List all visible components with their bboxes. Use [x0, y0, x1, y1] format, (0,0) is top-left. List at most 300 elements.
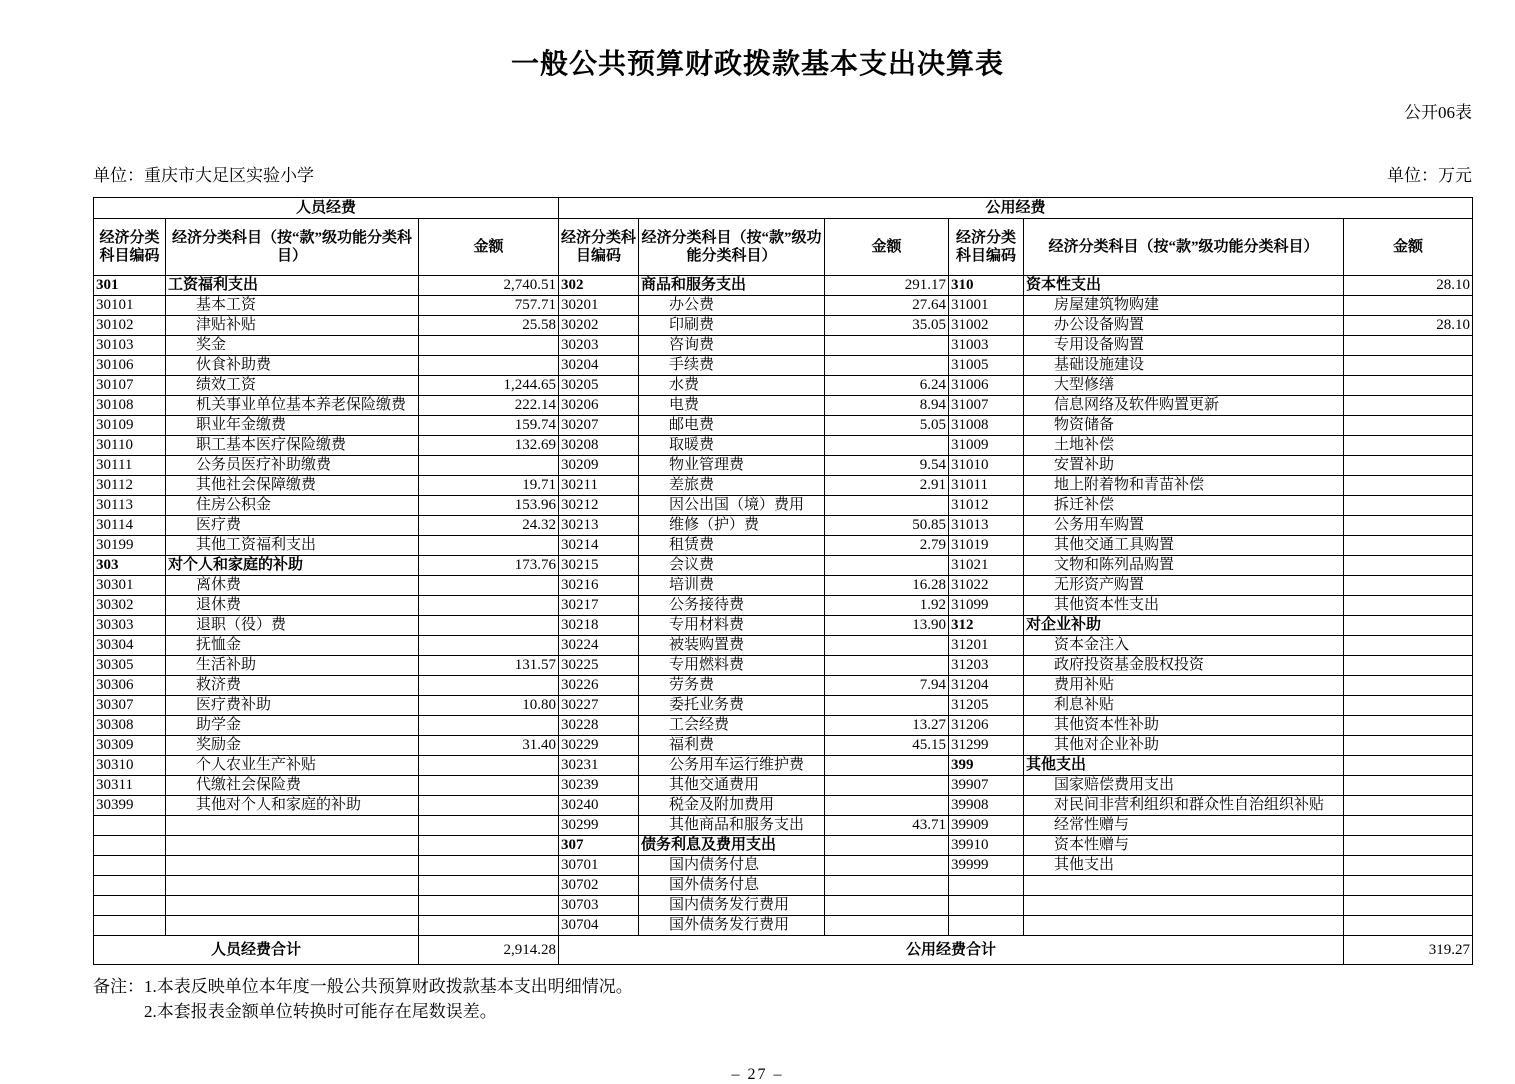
code-cell: 31011 [949, 476, 1024, 496]
subject-cell [166, 896, 419, 916]
code-cell: 30703 [559, 896, 639, 916]
code-cell: 312 [949, 616, 1024, 636]
amount-cell: 24.32 [419, 516, 559, 536]
table-row [94, 636, 1473, 656]
amount-cell [825, 796, 949, 816]
unit-row [93, 161, 1472, 186]
amount-cell: 291.17 [825, 276, 949, 296]
subject-cell: 物业管理费 [639, 456, 825, 476]
subject-cell: 国内债务付息 [639, 856, 825, 876]
code-cell: 30704 [559, 916, 639, 936]
subject-cell: 委托业务费 [639, 696, 825, 716]
code-cell: 30106 [94, 356, 166, 376]
code-cell: 31013 [949, 516, 1024, 536]
amount-cell [1344, 676, 1473, 696]
amount-cell [825, 636, 949, 656]
amount-cell: 2,740.51 [419, 276, 559, 296]
amount-cell: 131.57 [419, 656, 559, 676]
subject-cell: 水费 [639, 376, 825, 396]
subject-cell [1024, 876, 1344, 896]
amount-cell: 28.10 [1344, 276, 1473, 296]
subject-cell [166, 916, 419, 936]
amount-cell [825, 696, 949, 716]
column-header-row [94, 219, 1473, 276]
subject-cell: 因公出国（境）费用 [639, 496, 825, 516]
code-cell [949, 896, 1024, 916]
note-line-2: 2.本套报表金额单位转换时可能存在尾数误差。 [144, 1002, 497, 1021]
subject-cell: 专用燃料费 [639, 656, 825, 676]
amount-cell [1344, 296, 1473, 316]
page-number: – 27 – [731, 1066, 784, 1083]
amount-cell: 1,244.65 [419, 376, 559, 396]
amount-cell [419, 756, 559, 776]
subject-cell: 差旅费 [639, 476, 825, 496]
amount-cell [1344, 616, 1473, 636]
col-header-subject-3: 经济分类科目（按“款”级功能分类科目） [1024, 219, 1344, 276]
subject-cell: 安置补助 [1024, 456, 1344, 476]
subject-cell: 物资储备 [1024, 416, 1344, 436]
table-row [94, 616, 1473, 636]
amount-cell [825, 556, 949, 576]
table-row [94, 676, 1473, 696]
code-cell: 30240 [559, 796, 639, 816]
amount-cell [1344, 536, 1473, 556]
code-cell: 301 [94, 276, 166, 296]
subject-cell [1024, 896, 1344, 916]
subject-cell: 国内债务发行费用 [639, 896, 825, 916]
subject-cell: 基本工资 [166, 296, 419, 316]
code-cell: 30302 [94, 596, 166, 616]
code-cell: 31008 [949, 416, 1024, 436]
amount-cell [419, 856, 559, 876]
subject-cell: 退休费 [166, 596, 419, 616]
subject-cell: 福利费 [639, 736, 825, 756]
code-cell: 30228 [559, 716, 639, 736]
subject-cell: 公务用车购置 [1024, 516, 1344, 536]
subject-cell: 电费 [639, 396, 825, 416]
code-cell: 30212 [559, 496, 639, 516]
personnel-total-label: 人员经费合计 [94, 936, 419, 965]
code-cell: 30204 [559, 356, 639, 376]
code-cell: 39999 [949, 856, 1024, 876]
table-row [94, 696, 1473, 716]
amount-cell: 27.64 [825, 296, 949, 316]
code-cell: 30203 [559, 336, 639, 356]
table-row [94, 376, 1473, 396]
amount-cell [1344, 456, 1473, 476]
table-row [94, 836, 1473, 856]
subject-cell: 其他社会保障缴费 [166, 476, 419, 496]
group-header-row [94, 198, 1473, 219]
code-cell: 30399 [94, 796, 166, 816]
table-row [94, 476, 1473, 496]
code-cell: 31204 [949, 676, 1024, 696]
code-cell: 31006 [949, 376, 1024, 396]
table-row [94, 736, 1473, 756]
amount-cell: 6.24 [825, 376, 949, 396]
code-cell: 30301 [94, 576, 166, 596]
code-cell [94, 916, 166, 936]
public-total-amount: 319.27 [1344, 936, 1473, 965]
amount-cell: 43.71 [825, 816, 949, 836]
code-cell: 31001 [949, 296, 1024, 316]
subject-cell: 公务接待费 [639, 596, 825, 616]
subject-cell: 取暖费 [639, 436, 825, 456]
amount-cell [825, 436, 949, 456]
code-cell: 30209 [559, 456, 639, 476]
code-cell: 30214 [559, 536, 639, 556]
amount-cell [419, 596, 559, 616]
code-cell: 30701 [559, 856, 639, 876]
amount-cell [419, 676, 559, 696]
col-header-subject-2: 经济分类科目（按“款”级功能分类科目） [639, 219, 825, 276]
subject-cell: 绩效工资 [166, 376, 419, 396]
subject-cell: 国外债务发行费用 [639, 916, 825, 936]
table-row [94, 896, 1473, 916]
subject-cell: 咨询费 [639, 336, 825, 356]
col-header-subject-1: 经济分类科目（按“款”级功能分类科目） [166, 219, 419, 276]
code-cell: 31007 [949, 396, 1024, 416]
group-header-public: 公用经费 [559, 198, 1473, 219]
code-cell: 30103 [94, 336, 166, 356]
subject-cell: 其他对个人和家庭的补助 [166, 796, 419, 816]
amount-cell [419, 536, 559, 556]
amount-cell [1344, 856, 1473, 876]
subject-cell: 伙食补助费 [166, 356, 419, 376]
subject-cell: 经常性赠与 [1024, 816, 1344, 836]
subject-cell: 公务员医疗补助缴费 [166, 456, 419, 476]
totals-row [94, 936, 1473, 965]
code-cell: 30113 [94, 496, 166, 516]
code-cell: 31002 [949, 316, 1024, 336]
subject-cell: 机关事业单位基本养老保险缴费 [166, 396, 419, 416]
amount-cell [419, 796, 559, 816]
amount-cell: 19.71 [419, 476, 559, 496]
table-row [94, 356, 1473, 376]
code-cell: 30231 [559, 756, 639, 776]
code-cell: 30308 [94, 716, 166, 736]
code-cell: 31205 [949, 696, 1024, 716]
subject-cell: 其他交通费用 [639, 776, 825, 796]
col-header-code-3: 经济分类科目编码 [949, 219, 1024, 276]
amount-cell [419, 636, 559, 656]
subject-cell: 职工基本医疗保险缴费 [166, 436, 419, 456]
amount-cell [1344, 916, 1473, 936]
form-number-label: 公开06表 [1404, 103, 1472, 122]
subject-cell: 助学金 [166, 716, 419, 736]
subject-cell: 个人农业生产补贴 [166, 756, 419, 776]
table-row [94, 856, 1473, 876]
table-row [94, 916, 1473, 936]
subject-cell: 税金及附加费用 [639, 796, 825, 816]
table-row [94, 556, 1473, 576]
subject-cell: 无形资产购置 [1024, 576, 1344, 596]
notes-body [144, 974, 633, 1024]
amount-cell [1344, 716, 1473, 736]
amount-cell [419, 576, 559, 596]
subject-cell: 其他对企业补助 [1024, 736, 1344, 756]
amount-cell: 25.58 [419, 316, 559, 336]
code-cell: 30306 [94, 676, 166, 696]
table-body [94, 276, 1473, 936]
code-cell: 39907 [949, 776, 1024, 796]
code-cell: 30207 [559, 416, 639, 436]
code-cell: 31022 [949, 576, 1024, 596]
table-row [94, 396, 1473, 416]
amount-cell [825, 496, 949, 516]
subject-cell: 债务利息及费用支出 [639, 836, 825, 856]
page-title: 一般公共预算财政拨款基本支出决算表 [510, 49, 1004, 80]
subject-cell: 对企业补助 [1024, 616, 1344, 636]
subject-cell: 费用补贴 [1024, 676, 1344, 696]
code-cell [94, 896, 166, 916]
amount-cell [419, 616, 559, 636]
col-header-code-2: 经济分类科目编码 [559, 219, 639, 276]
amount-cell: 31.40 [419, 736, 559, 756]
subject-cell: 津贴补贴 [166, 316, 419, 336]
subject-cell: 邮电费 [639, 416, 825, 436]
subject-cell: 维修（护）费 [639, 516, 825, 536]
code-cell: 303 [94, 556, 166, 576]
code-cell: 31012 [949, 496, 1024, 516]
subject-cell: 培训费 [639, 576, 825, 596]
code-cell: 30202 [559, 316, 639, 336]
subject-cell [166, 876, 419, 896]
note-line-1: 1.本表反映单位本年度一般公共预算财政拨款基本支出明细情况。 [144, 977, 633, 996]
code-cell [94, 876, 166, 896]
subject-cell: 地上附着物和青苗补偿 [1024, 476, 1344, 496]
amount-cell [419, 336, 559, 356]
amount-cell [1344, 596, 1473, 616]
amount-cell: 5.05 [825, 416, 949, 436]
subject-cell [1024, 916, 1344, 936]
code-cell: 30201 [559, 296, 639, 316]
code-cell: 30311 [94, 776, 166, 796]
subject-cell: 拆迁补偿 [1024, 496, 1344, 516]
code-cell: 30307 [94, 696, 166, 716]
subject-cell: 住房公积金 [166, 496, 419, 516]
amount-cell [1344, 376, 1473, 396]
amount-cell [1344, 636, 1473, 656]
subject-cell: 资本金注入 [1024, 636, 1344, 656]
table-row [94, 316, 1473, 336]
subject-cell: 房屋建筑物购建 [1024, 296, 1344, 316]
subject-cell: 资本性赠与 [1024, 836, 1344, 856]
subject-cell: 大型修缮 [1024, 376, 1344, 396]
amount-cell [419, 896, 559, 916]
subject-cell: 其他交通工具购置 [1024, 536, 1344, 556]
amount-cell [1344, 776, 1473, 796]
amount-cell [1344, 436, 1473, 456]
amount-cell: 2.91 [825, 476, 949, 496]
table-row [94, 776, 1473, 796]
subject-cell: 租赁费 [639, 536, 825, 556]
amount-cell [419, 816, 559, 836]
amount-cell [1344, 516, 1473, 536]
subject-cell: 资本性支出 [1024, 276, 1344, 296]
unit-name-label: 单位：重庆市大足区实验小学 [93, 166, 314, 185]
code-cell: 30310 [94, 756, 166, 776]
subject-cell: 职业年金缴费 [166, 416, 419, 436]
amount-cell [1344, 796, 1473, 816]
amount-cell: 13.27 [825, 716, 949, 736]
amount-cell [1344, 696, 1473, 716]
subject-cell: 对民间非营利组织和群众性自治组织补贴 [1024, 796, 1344, 816]
amount-cell [1344, 416, 1473, 436]
col-header-code-1: 经济分类科目编码 [94, 219, 166, 276]
amount-cell [1344, 576, 1473, 596]
subject-cell: 被装购置费 [639, 636, 825, 656]
table-row [94, 416, 1473, 436]
amount-cell: 1.92 [825, 596, 949, 616]
subject-cell: 利息补贴 [1024, 696, 1344, 716]
notes-prefix: 备注： [93, 977, 144, 996]
amount-cell: 16.28 [825, 576, 949, 596]
code-cell: 30208 [559, 436, 639, 456]
amount-cell [1344, 836, 1473, 856]
amount-cell [1344, 656, 1473, 676]
code-cell: 30102 [94, 316, 166, 336]
subject-cell: 国外债务付息 [639, 876, 825, 896]
table-row [94, 596, 1473, 616]
amount-cell: 173.76 [419, 556, 559, 576]
code-cell [94, 836, 166, 856]
subject-cell: 政府投资基金股权投资 [1024, 656, 1344, 676]
subject-cell [166, 836, 419, 856]
amount-cell [825, 776, 949, 796]
code-cell: 39909 [949, 816, 1024, 836]
subject-cell: 其他商品和服务支出 [639, 816, 825, 836]
subject-cell: 基础设施建设 [1024, 356, 1344, 376]
amount-cell [825, 876, 949, 896]
amount-cell: 132.69 [419, 436, 559, 456]
amount-cell: 10.80 [419, 696, 559, 716]
subject-cell: 其他工资福利支出 [166, 536, 419, 556]
code-cell: 30303 [94, 616, 166, 636]
subject-cell: 离休费 [166, 576, 419, 596]
group-header-personnel: 人员经费 [94, 198, 559, 219]
amount-cell: 2.79 [825, 536, 949, 556]
amount-cell: 757.71 [419, 296, 559, 316]
amount-cell [1344, 556, 1473, 576]
code-cell: 30217 [559, 596, 639, 616]
subject-cell: 手续费 [639, 356, 825, 376]
subject-cell: 信息网络及软件购置更新 [1024, 396, 1344, 416]
table-row [94, 536, 1473, 556]
personnel-total-amount: 2,914.28 [419, 936, 559, 965]
subject-cell [166, 856, 419, 876]
subject-cell: 专用材料费 [639, 616, 825, 636]
amount-cell: 159.74 [419, 416, 559, 436]
subject-cell: 商品和服务支出 [639, 276, 825, 296]
amount-cell [419, 356, 559, 376]
table-row [94, 576, 1473, 596]
amount-cell [1344, 756, 1473, 776]
table-row [94, 296, 1473, 316]
col-header-amount-2: 金额 [825, 219, 949, 276]
subject-cell: 奖金 [166, 336, 419, 356]
code-cell: 30229 [559, 736, 639, 756]
subject-cell: 工会经费 [639, 716, 825, 736]
code-cell: 399 [949, 756, 1024, 776]
subject-cell: 代缴社会保险费 [166, 776, 419, 796]
table-row [94, 436, 1473, 456]
code-cell: 30218 [559, 616, 639, 636]
code-cell: 30205 [559, 376, 639, 396]
code-cell: 30226 [559, 676, 639, 696]
code-cell: 30299 [559, 816, 639, 836]
amount-cell: 153.96 [419, 496, 559, 516]
amount-cell [419, 716, 559, 736]
amount-cell [1344, 736, 1473, 756]
amount-cell [825, 336, 949, 356]
subject-cell: 国家赔偿费用支出 [1024, 776, 1344, 796]
amount-cell [419, 836, 559, 856]
code-cell: 31019 [949, 536, 1024, 556]
subject-cell: 其他支出 [1024, 756, 1344, 776]
code-cell: 39908 [949, 796, 1024, 816]
table-row [94, 496, 1473, 516]
code-cell: 30239 [559, 776, 639, 796]
subject-cell: 印刷费 [639, 316, 825, 336]
table-row [94, 796, 1473, 816]
subject-cell: 退职（役）费 [166, 616, 419, 636]
amount-cell [1344, 816, 1473, 836]
table-row [94, 276, 1473, 296]
currency-unit-label: 单位：万元 [1387, 166, 1472, 185]
subject-cell: 医疗费补助 [166, 696, 419, 716]
code-cell: 30111 [94, 456, 166, 476]
code-cell: 30211 [559, 476, 639, 496]
code-cell: 30304 [94, 636, 166, 656]
table-row [94, 816, 1473, 836]
amount-cell [1344, 476, 1473, 496]
table-row [94, 756, 1473, 776]
code-cell: 31099 [949, 596, 1024, 616]
subject-cell: 公务用车运行维护费 [639, 756, 825, 776]
subject-cell: 奖励金 [166, 736, 419, 756]
code-cell: 39910 [949, 836, 1024, 856]
amount-cell [825, 836, 949, 856]
amount-cell [825, 916, 949, 936]
code-cell: 30225 [559, 656, 639, 676]
subject-cell [166, 816, 419, 836]
amount-cell: 35.05 [825, 316, 949, 336]
subject-cell: 土地补偿 [1024, 436, 1344, 456]
code-cell: 31003 [949, 336, 1024, 356]
subject-cell: 其他支出 [1024, 856, 1344, 876]
subject-cell: 文物和陈列品购置 [1024, 556, 1344, 576]
table-row [94, 336, 1473, 356]
code-cell: 30206 [559, 396, 639, 416]
code-cell: 30216 [559, 576, 639, 596]
code-cell: 30224 [559, 636, 639, 656]
table-row [94, 456, 1473, 476]
code-cell: 30227 [559, 696, 639, 716]
amount-cell: 28.10 [1344, 316, 1473, 336]
code-cell: 310 [949, 276, 1024, 296]
notes [93, 974, 1472, 1024]
subject-cell: 对个人和家庭的补助 [166, 556, 419, 576]
code-cell: 30109 [94, 416, 166, 436]
subject-cell: 其他资本性支出 [1024, 596, 1344, 616]
amount-cell [825, 356, 949, 376]
table-row [94, 716, 1473, 736]
code-cell [94, 856, 166, 876]
code-cell: 30702 [559, 876, 639, 896]
amount-cell [1344, 896, 1473, 916]
code-cell: 31206 [949, 716, 1024, 736]
